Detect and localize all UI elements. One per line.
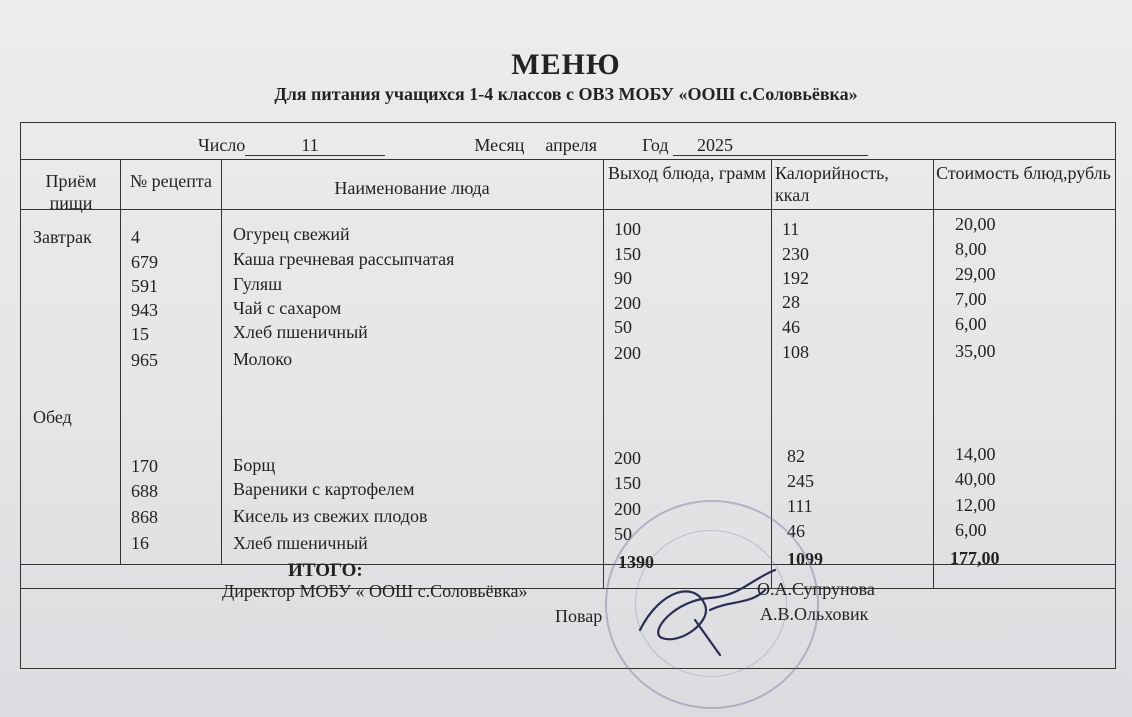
dish-weight: 100: [614, 219, 641, 239]
total-weight: 1390: [618, 552, 654, 572]
dish-weight: 200: [614, 499, 641, 519]
dish-calories: 230: [782, 244, 809, 264]
header-calories: Калорийность, ккал: [775, 163, 889, 205]
dish-name: Чай с сахаром: [233, 298, 342, 318]
grid-line: [20, 588, 1115, 589]
page-title: МЕНЮ: [511, 48, 621, 81]
recipe-number: 591: [131, 276, 158, 296]
grid-line: [933, 159, 934, 588]
dish-calories: 111: [787, 496, 813, 516]
dish-calories: 108: [782, 342, 809, 362]
meal-lunch-label: Обед: [33, 407, 72, 427]
total-label: ИТОГО:: [288, 560, 363, 581]
dish-weight: 50: [614, 524, 632, 544]
dish-price: 8,00: [955, 239, 987, 259]
grid-line: [20, 209, 1115, 210]
dish-weight: 150: [614, 244, 641, 264]
recipe-number: 15: [131, 324, 149, 344]
dish-price: 40,00: [955, 469, 996, 489]
month-label: Месяц: [474, 135, 525, 155]
year-value: 2025: [673, 135, 868, 156]
cook-name: А.В.Ольховик: [760, 604, 869, 624]
header-weight: Выход блюда, грамм: [607, 163, 767, 183]
day-value: 11: [245, 135, 385, 156]
total-calories: 1099: [787, 549, 823, 569]
recipe-number: 170: [131, 456, 158, 476]
dish-name: Кисель из свежих плодов: [233, 506, 428, 526]
director-name: О.А.Супрунова: [757, 579, 875, 599]
recipe-number: 16: [131, 533, 149, 553]
header-meal: Приём пищи: [45, 171, 97, 213]
page-subtitle: Для питания учащихся 1-4 классов с ОВЗ МОБУ «ООШ с.Соловьёвка»: [274, 84, 858, 104]
dish-weight: 200: [614, 343, 641, 363]
month-value: апреля: [545, 135, 598, 155]
dish-calories: 46: [782, 317, 800, 337]
dish-calories: 192: [782, 268, 809, 288]
dish-name: Хлеб пшеничный: [233, 322, 368, 342]
header-dish: Наименование люда: [334, 178, 490, 198]
director-label: Директор МОБУ « ООШ с.Соловьёвка»: [222, 581, 528, 601]
dish-calories: 11: [782, 219, 800, 239]
grid-line: [603, 159, 604, 588]
total-price: 177,00: [950, 548, 1000, 568]
dish-name: Вареники с картофелем: [233, 479, 415, 499]
menu-table-frame: [20, 122, 1116, 669]
recipe-number: 4: [131, 227, 140, 247]
dish-price: 35,00: [955, 341, 996, 361]
dish-weight: 90: [614, 268, 632, 288]
dish-price: 14,00: [955, 444, 996, 464]
recipe-number: 688: [131, 481, 158, 501]
dish-name: Хлеб пшеничный: [233, 533, 368, 553]
grid-line: [221, 159, 222, 564]
dish-calories: 245: [787, 471, 814, 491]
dish-weight: 200: [614, 293, 641, 313]
dish-price: 29,00: [955, 264, 996, 284]
dish-calories: 28: [782, 292, 800, 312]
recipe-number: 943: [131, 300, 158, 320]
dish-weight: 150: [614, 473, 641, 493]
cook-label: Повар: [555, 606, 603, 626]
grid-line: [20, 159, 1115, 160]
dish-name: Огурец свежий: [233, 224, 350, 244]
day-label: Число: [198, 135, 246, 155]
grid-line: [120, 159, 121, 564]
dish-weight: 200: [614, 448, 641, 468]
dish-calories: 82: [787, 446, 805, 466]
year-label: Год: [642, 135, 669, 155]
dish-price: 20,00: [955, 214, 996, 234]
dish-price: 6,00: [955, 314, 987, 334]
meal-breakfast-label: Завтрак: [33, 227, 92, 247]
recipe-number: 679: [131, 252, 158, 272]
dish-name: Борщ: [233, 455, 276, 475]
dish-weight: 50: [614, 317, 632, 337]
dish-name: Молоко: [233, 349, 293, 369]
header-recipe: № рецепта: [130, 171, 212, 191]
dish-price: 7,00: [955, 289, 987, 309]
date-row: [198, 135, 868, 156]
recipe-number: 965: [131, 350, 158, 370]
recipe-number: 868: [131, 507, 158, 527]
dish-name: Гуляш: [233, 274, 283, 294]
dish-name: Каша гречневая рассыпчатая: [233, 249, 455, 269]
dish-calories: 46: [787, 521, 805, 541]
dish-price: 6,00: [955, 520, 987, 540]
header-price: Стоимость блюд,рубль: [936, 163, 1111, 183]
dish-price: 12,00: [955, 495, 996, 515]
